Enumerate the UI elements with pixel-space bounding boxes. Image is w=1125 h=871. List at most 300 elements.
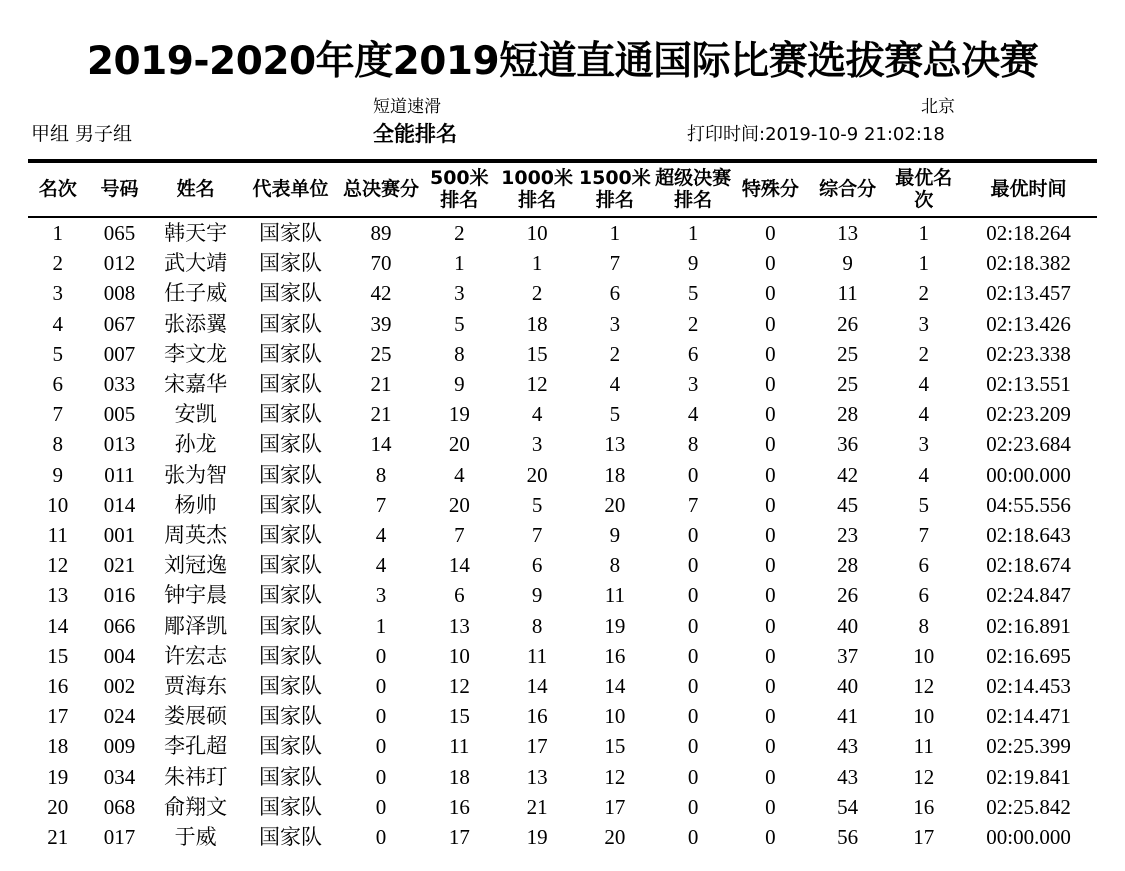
cell-best-time: 04:55.556 [986, 492, 1071, 517]
cell-500m-rank: 14 [448, 553, 470, 578]
cell-special-score: 0 [765, 281, 776, 306]
cell-super-final-rank: 0 [687, 764, 699, 789]
cell-final-score: 42 [370, 281, 392, 306]
cell-1000m-rank: 8 [531, 613, 543, 638]
col-header-1500m-rank: 1500米排名 [578, 167, 651, 211]
cell-500m-rank: 17 [448, 825, 470, 850]
cell-1500m-rank: 20 [604, 825, 626, 850]
cell-team: 国家队 [259, 462, 323, 487]
cell-final-score: 8 [375, 462, 387, 487]
table-row [28, 671, 1097, 701]
cell-composite-score: 23 [837, 523, 859, 548]
col-header-best-time: 最优时间 [990, 178, 1067, 200]
cell-super-final-rank: 0 [687, 583, 699, 608]
cell-1000m-rank: 19 [526, 825, 548, 850]
cell-name: 张添翼 [164, 311, 228, 336]
table-row [28, 731, 1097, 761]
cell-1500m-rank: 9 [609, 523, 621, 548]
table-row [28, 429, 1097, 459]
cell-1500m-rank: 20 [604, 492, 626, 517]
cell-special-score: 0 [765, 674, 776, 699]
cell-500m-rank: 20 [448, 492, 470, 517]
cell-bib: 005 [103, 402, 136, 427]
cell-1000m-rank: 1 [531, 251, 543, 276]
cell-1500m-rank: 6 [609, 281, 621, 306]
cell-name: 周英杰 [164, 523, 228, 548]
cell-500m-rank: 1 [454, 251, 465, 276]
cell-composite-score: 40 [837, 613, 859, 638]
table-row [28, 369, 1097, 399]
cell-500m-rank: 10 [448, 643, 470, 668]
cell-500m-rank: 7 [454, 523, 465, 548]
cell-1500m-rank: 16 [604, 643, 626, 668]
cell-bib: 066 [103, 613, 136, 638]
cell-rank: 20 [47, 794, 69, 819]
cell-best-rank: 1 [918, 221, 929, 245]
cell-1000m-rank: 12 [526, 372, 548, 397]
cell-1500m-rank: 17 [604, 794, 626, 819]
cell-final-score: 4 [375, 553, 387, 578]
cell-super-final-rank: 2 [687, 311, 699, 336]
cell-name: 于威 [174, 825, 217, 850]
table-row [28, 701, 1097, 731]
cell-500m-rank: 19 [448, 402, 470, 427]
cell-name: 孙龙 [174, 432, 217, 457]
cell-best-rank: 3 [918, 311, 929, 336]
table-row [28, 762, 1097, 792]
cell-best-rank: 12 [913, 764, 935, 789]
cell-composite-score: 41 [837, 704, 859, 729]
cell-500m-rank: 11 [449, 734, 470, 759]
cell-name: 娄展硕 [164, 704, 228, 729]
cell-best-time: 02:14.453 [986, 674, 1071, 699]
cell-best-time: 02:25.842 [986, 794, 1071, 819]
cell-final-score: 25 [370, 341, 392, 366]
cell-best-rank: 10 [913, 643, 935, 668]
cell-special-score: 0 [765, 372, 776, 397]
cell-bib: 014 [103, 492, 136, 517]
cell-super-final-rank: 0 [687, 704, 699, 729]
cell-composite-score: 40 [837, 674, 859, 699]
cell-500m-rank: 15 [448, 704, 470, 729]
cell-rank: 10 [47, 492, 69, 517]
cell-super-final-rank: 0 [687, 674, 699, 699]
cell-1500m-rank: 15 [604, 734, 626, 759]
cell-composite-score: 26 [837, 311, 859, 336]
cell-best-rank: 10 [913, 704, 935, 729]
cell-composite-score: 11 [837, 281, 858, 306]
cell-1500m-rank: 14 [604, 674, 626, 699]
cell-super-final-rank: 9 [687, 251, 699, 276]
cell-best-rank: 2 [918, 281, 929, 306]
cell-500m-rank: 3 [454, 281, 465, 306]
cell-composite-score: 36 [837, 432, 859, 457]
cell-name: 李孔超 [164, 734, 228, 759]
cell-team: 国家队 [259, 341, 323, 366]
cell-name: 刘冠逸 [164, 553, 228, 578]
cell-rank: 15 [47, 643, 69, 668]
cell-best-time: 02:19.841 [986, 764, 1071, 789]
cell-super-final-rank: 0 [687, 462, 699, 487]
cell-1000m-rank: 6 [531, 553, 543, 578]
cell-best-time: 02:23.684 [986, 432, 1071, 457]
cell-bib: 001 [103, 523, 136, 548]
cell-name: 俞翔文 [164, 794, 228, 819]
col-header-bib: 号码 [100, 178, 139, 200]
cell-rank: 7 [52, 402, 64, 427]
cell-bib: 012 [103, 251, 136, 276]
cell-500m-rank: 16 [448, 794, 470, 819]
cell-super-final-rank: 0 [687, 523, 699, 548]
cell-final-score: 0 [375, 794, 387, 819]
cell-1500m-rank: 13 [604, 432, 626, 457]
cell-team: 国家队 [259, 523, 323, 548]
cell-special-score: 0 [765, 704, 776, 729]
col-header-1000m-rank: 1000米排名 [501, 167, 574, 211]
cell-composite-score: 54 [837, 794, 859, 819]
cell-best-rank: 4 [918, 402, 929, 427]
cell-name: 武大靖 [164, 251, 228, 276]
cell-bib: 068 [103, 794, 136, 819]
cell-bib: 024 [103, 704, 136, 729]
cell-team: 国家队 [259, 613, 323, 638]
group-label: 甲组 男子组 [31, 123, 133, 145]
cell-name: 朱祎玎 [164, 764, 228, 789]
cell-special-score: 0 [765, 462, 776, 487]
cell-1000m-rank: 20 [526, 462, 548, 487]
table-row [28, 278, 1097, 308]
cell-special-score: 0 [765, 221, 776, 245]
cell-1000m-rank: 3 [531, 432, 543, 457]
cell-1000m-rank: 9 [531, 583, 543, 608]
page-title: 2019-2020年度2019短道直通国际比赛选拔赛总决赛 [86, 39, 1039, 84]
cell-1500m-rank: 11 [604, 583, 625, 608]
cell-best-time: 02:18.264 [986, 221, 1071, 245]
cell-composite-score: 42 [837, 462, 859, 487]
results-table [28, 163, 1097, 216]
cell-best-rank: 5 [918, 492, 929, 517]
cell-500m-rank: 2 [454, 221, 465, 245]
cell-name: 钟宇晨 [164, 583, 228, 608]
cell-bib: 013 [103, 432, 136, 457]
meta-row-top [28, 95, 1097, 122]
table-row [28, 399, 1097, 429]
cell-rank: 13 [47, 583, 69, 608]
cell-rank: 12 [47, 553, 69, 578]
cell-team: 国家队 [259, 734, 323, 759]
cell-super-final-rank: 0 [687, 734, 699, 759]
cell-1000m-rank: 11 [526, 643, 548, 668]
cell-rank: 9 [52, 462, 64, 487]
cell-special-score: 0 [765, 341, 776, 366]
cell-1500m-rank: 12 [604, 764, 626, 789]
cell-bib: 008 [103, 281, 136, 306]
cell-composite-score: 43 [837, 764, 859, 789]
cell-super-final-rank: 0 [687, 794, 699, 819]
cell-rank: 6 [52, 372, 64, 397]
col-header-composite-score: 综合分 [819, 178, 877, 200]
cell-1000m-rank: 10 [526, 221, 548, 245]
cell-bib: 007 [103, 341, 136, 366]
cell-composite-score: 26 [837, 583, 859, 608]
cell-special-score: 0 [765, 402, 776, 427]
cell-name: 安凯 [174, 402, 217, 427]
cell-name: 李文龙 [164, 341, 228, 366]
cell-rank: 19 [47, 764, 69, 789]
cell-1000m-rank: 2 [531, 281, 543, 306]
cell-500m-rank: 6 [454, 583, 465, 608]
cell-team: 国家队 [259, 402, 323, 427]
cell-name: 杨帅 [174, 492, 217, 517]
cell-rank: 4 [52, 311, 64, 336]
cell-special-score: 0 [765, 492, 776, 517]
meta-header [28, 95, 1097, 157]
cell-super-final-rank: 0 [687, 613, 699, 638]
table-row [28, 550, 1097, 580]
cell-rank: 18 [47, 734, 69, 759]
table-row [28, 792, 1097, 822]
table-body [28, 218, 1097, 852]
cell-name: 任子威 [164, 281, 228, 306]
cell-500m-rank: 12 [448, 674, 470, 699]
cell-name: 郮泽凯 [164, 613, 228, 638]
cell-rank: 2 [52, 251, 64, 276]
cell-best-rank: 4 [918, 462, 929, 487]
cell-name: 张为智 [164, 462, 228, 487]
cell-special-score: 0 [765, 583, 776, 608]
cell-final-score: 4 [375, 523, 387, 548]
cell-rank: 8 [52, 432, 64, 457]
cell-1500m-rank: 5 [609, 402, 621, 427]
cell-super-final-rank: 6 [687, 341, 699, 366]
table-row [28, 309, 1097, 339]
cell-super-final-rank: 3 [687, 372, 699, 397]
cell-special-score: 0 [765, 825, 776, 850]
cell-1500m-rank: 2 [609, 341, 621, 366]
cell-bib: 004 [103, 643, 136, 668]
cell-composite-score: 56 [837, 825, 859, 850]
cell-special-score: 0 [765, 613, 776, 638]
cell-super-final-rank: 7 [687, 492, 699, 517]
cell-bib: 034 [103, 764, 136, 789]
cell-best-rank: 8 [918, 613, 929, 638]
cell-composite-score: 37 [837, 643, 859, 668]
cell-name: 贾海东 [164, 674, 228, 699]
cell-bib: 009 [103, 734, 136, 759]
cell-name: 韩天宇 [164, 221, 228, 245]
cell-best-rank: 6 [918, 583, 929, 608]
cell-best-time: 02:25.399 [986, 734, 1071, 759]
ranking-type-label: 全能排名 [373, 122, 457, 146]
cell-rank: 16 [47, 674, 69, 699]
cell-bib: 017 [103, 825, 136, 850]
col-header-final-score: 总决赛分 [342, 178, 419, 200]
cell-bib: 016 [103, 583, 136, 608]
cell-special-score: 0 [765, 794, 776, 819]
cell-special-score: 0 [765, 251, 776, 276]
cell-best-time: 02:16.891 [986, 613, 1071, 638]
cell-1000m-rank: 5 [531, 492, 543, 517]
col-header-team: 代表单位 [252, 178, 329, 200]
cell-rank: 21 [47, 825, 69, 850]
cell-name: 许宏志 [164, 643, 228, 668]
table-row [28, 339, 1097, 369]
cell-special-score: 0 [765, 311, 776, 336]
cell-team: 国家队 [259, 674, 323, 699]
cell-1000m-rank: 17 [526, 734, 548, 759]
cell-500m-rank: 4 [454, 462, 465, 487]
cell-bib: 021 [103, 553, 136, 578]
cell-best-time: 00:00.000 [986, 825, 1071, 850]
cell-composite-score: 28 [837, 553, 859, 578]
cell-best-rank: 6 [918, 553, 929, 578]
col-header-rank: 名次 [38, 178, 77, 200]
cell-final-score: 7 [375, 492, 387, 517]
cell-composite-score: 43 [837, 734, 859, 759]
cell-best-rank: 7 [918, 523, 929, 548]
cell-final-score: 0 [375, 643, 387, 668]
cell-best-time: 00:00.000 [986, 462, 1071, 487]
cell-composite-score: 25 [837, 372, 859, 397]
cell-best-rank: 1 [918, 251, 929, 276]
table-row [28, 822, 1097, 852]
cell-best-rank: 3 [918, 432, 929, 457]
cell-best-rank: 4 [918, 372, 929, 397]
cell-team: 国家队 [259, 221, 323, 245]
cell-best-rank: 16 [913, 794, 935, 819]
cell-final-score: 21 [370, 402, 392, 427]
cell-bib: 002 [103, 674, 136, 699]
cell-final-score: 70 [370, 251, 392, 276]
cell-best-time: 02:13.426 [986, 311, 1071, 336]
col-header-super-final-rank: 超级决赛排名 [655, 167, 732, 211]
cell-final-score: 0 [375, 825, 387, 850]
cell-name: 宋嘉华 [164, 372, 228, 397]
cell-best-rank: 2 [918, 341, 929, 366]
col-header-best-rank: 最优名次 [895, 167, 953, 211]
cell-team: 国家队 [259, 794, 323, 819]
cell-composite-score: 25 [837, 341, 859, 366]
cell-team: 国家队 [259, 492, 323, 517]
cell-best-time: 02:16.695 [986, 643, 1071, 668]
event-name: 短道速滑 [373, 97, 441, 117]
cell-1000m-rank: 4 [531, 402, 543, 427]
cell-composite-score: 13 [837, 221, 859, 245]
cell-special-score: 0 [765, 523, 776, 548]
cell-best-time: 02:13.551 [986, 372, 1071, 397]
col-header-special-score: 特殊分 [741, 178, 799, 200]
cell-best-time: 02:24.847 [986, 583, 1071, 608]
cell-final-score: 89 [370, 221, 392, 245]
cell-rank: 1 [52, 221, 64, 245]
cell-best-time: 02:14.471 [986, 704, 1071, 729]
cell-team: 国家队 [259, 643, 323, 668]
cell-rank: 14 [47, 613, 69, 638]
cell-500m-rank: 9 [454, 372, 465, 397]
cell-1000m-rank: 15 [526, 341, 548, 366]
header-row [28, 163, 1097, 216]
cell-super-final-rank: 0 [687, 553, 699, 578]
city-name: 北京 [921, 97, 955, 117]
cell-super-final-rank: 1 [687, 221, 699, 245]
cell-best-time: 02:13.457 [986, 281, 1071, 306]
cell-special-score: 0 [765, 553, 776, 578]
cell-special-score: 0 [765, 432, 776, 457]
cell-special-score: 0 [765, 643, 776, 668]
cell-best-time: 02:18.674 [986, 553, 1071, 578]
cell-team: 国家队 [259, 553, 323, 578]
cell-1500m-rank: 18 [604, 462, 626, 487]
cell-final-score: 0 [375, 674, 387, 699]
table-row [28, 218, 1097, 248]
cell-500m-rank: 13 [448, 613, 470, 638]
cell-final-score: 1 [375, 613, 387, 638]
print-time-label: 打印时间:2019-10-9 21:02:18 [687, 124, 945, 145]
cell-team: 国家队 [259, 764, 323, 789]
cell-1500m-rank: 4 [609, 372, 621, 397]
cell-team: 国家队 [259, 281, 323, 306]
cell-special-score: 0 [765, 764, 776, 789]
cell-team: 国家队 [259, 432, 323, 457]
cell-1500m-rank: 10 [604, 704, 626, 729]
cell-rank: 5 [52, 341, 64, 366]
cell-1000m-rank: 13 [526, 764, 548, 789]
cell-final-score: 39 [370, 311, 392, 336]
cell-final-score: 21 [370, 372, 392, 397]
cell-best-time: 02:18.382 [986, 251, 1071, 276]
cell-super-final-rank: 8 [687, 432, 699, 457]
cell-best-rank: 17 [913, 825, 935, 850]
col-header-name: 姓名 [176, 178, 215, 200]
table-row [28, 580, 1097, 610]
cell-1500m-rank: 3 [609, 311, 621, 336]
cell-super-final-rank: 0 [687, 643, 699, 668]
meta-row-bottom [28, 122, 1097, 149]
cell-500m-rank: 18 [448, 764, 470, 789]
cell-500m-rank: 5 [454, 311, 465, 336]
cell-1000m-rank: 16 [526, 704, 548, 729]
cell-team: 国家队 [259, 311, 323, 336]
cell-bib: 067 [103, 311, 136, 336]
cell-1000m-rank: 21 [526, 794, 548, 819]
cell-team: 国家队 [259, 372, 323, 397]
cell-best-time: 02:23.209 [986, 402, 1071, 427]
cell-bib: 011 [104, 462, 135, 487]
cell-500m-rank: 8 [454, 341, 465, 366]
cell-rank: 11 [47, 523, 68, 548]
cell-team: 国家队 [259, 704, 323, 729]
cell-super-final-rank: 5 [687, 281, 699, 306]
cell-rank: 3 [52, 281, 64, 306]
cell-composite-score: 28 [837, 402, 859, 427]
cell-1500m-rank: 8 [609, 553, 621, 578]
cell-best-rank: 11 [913, 734, 934, 759]
cell-composite-score: 9 [842, 251, 853, 276]
cell-super-final-rank: 4 [687, 402, 699, 427]
table-row [28, 611, 1097, 641]
cell-team: 国家队 [259, 825, 323, 850]
cell-1000m-rank: 18 [526, 311, 548, 336]
cell-best-time: 02:18.643 [986, 523, 1071, 548]
cell-final-score: 0 [375, 704, 387, 729]
results-table-body-wrapper [28, 218, 1097, 852]
cell-1000m-rank: 14 [526, 674, 548, 699]
cell-composite-score: 45 [837, 492, 859, 517]
cell-rank: 17 [47, 704, 69, 729]
cell-team: 国家队 [259, 583, 323, 608]
cell-500m-rank: 20 [448, 432, 470, 457]
table-row [28, 520, 1097, 550]
